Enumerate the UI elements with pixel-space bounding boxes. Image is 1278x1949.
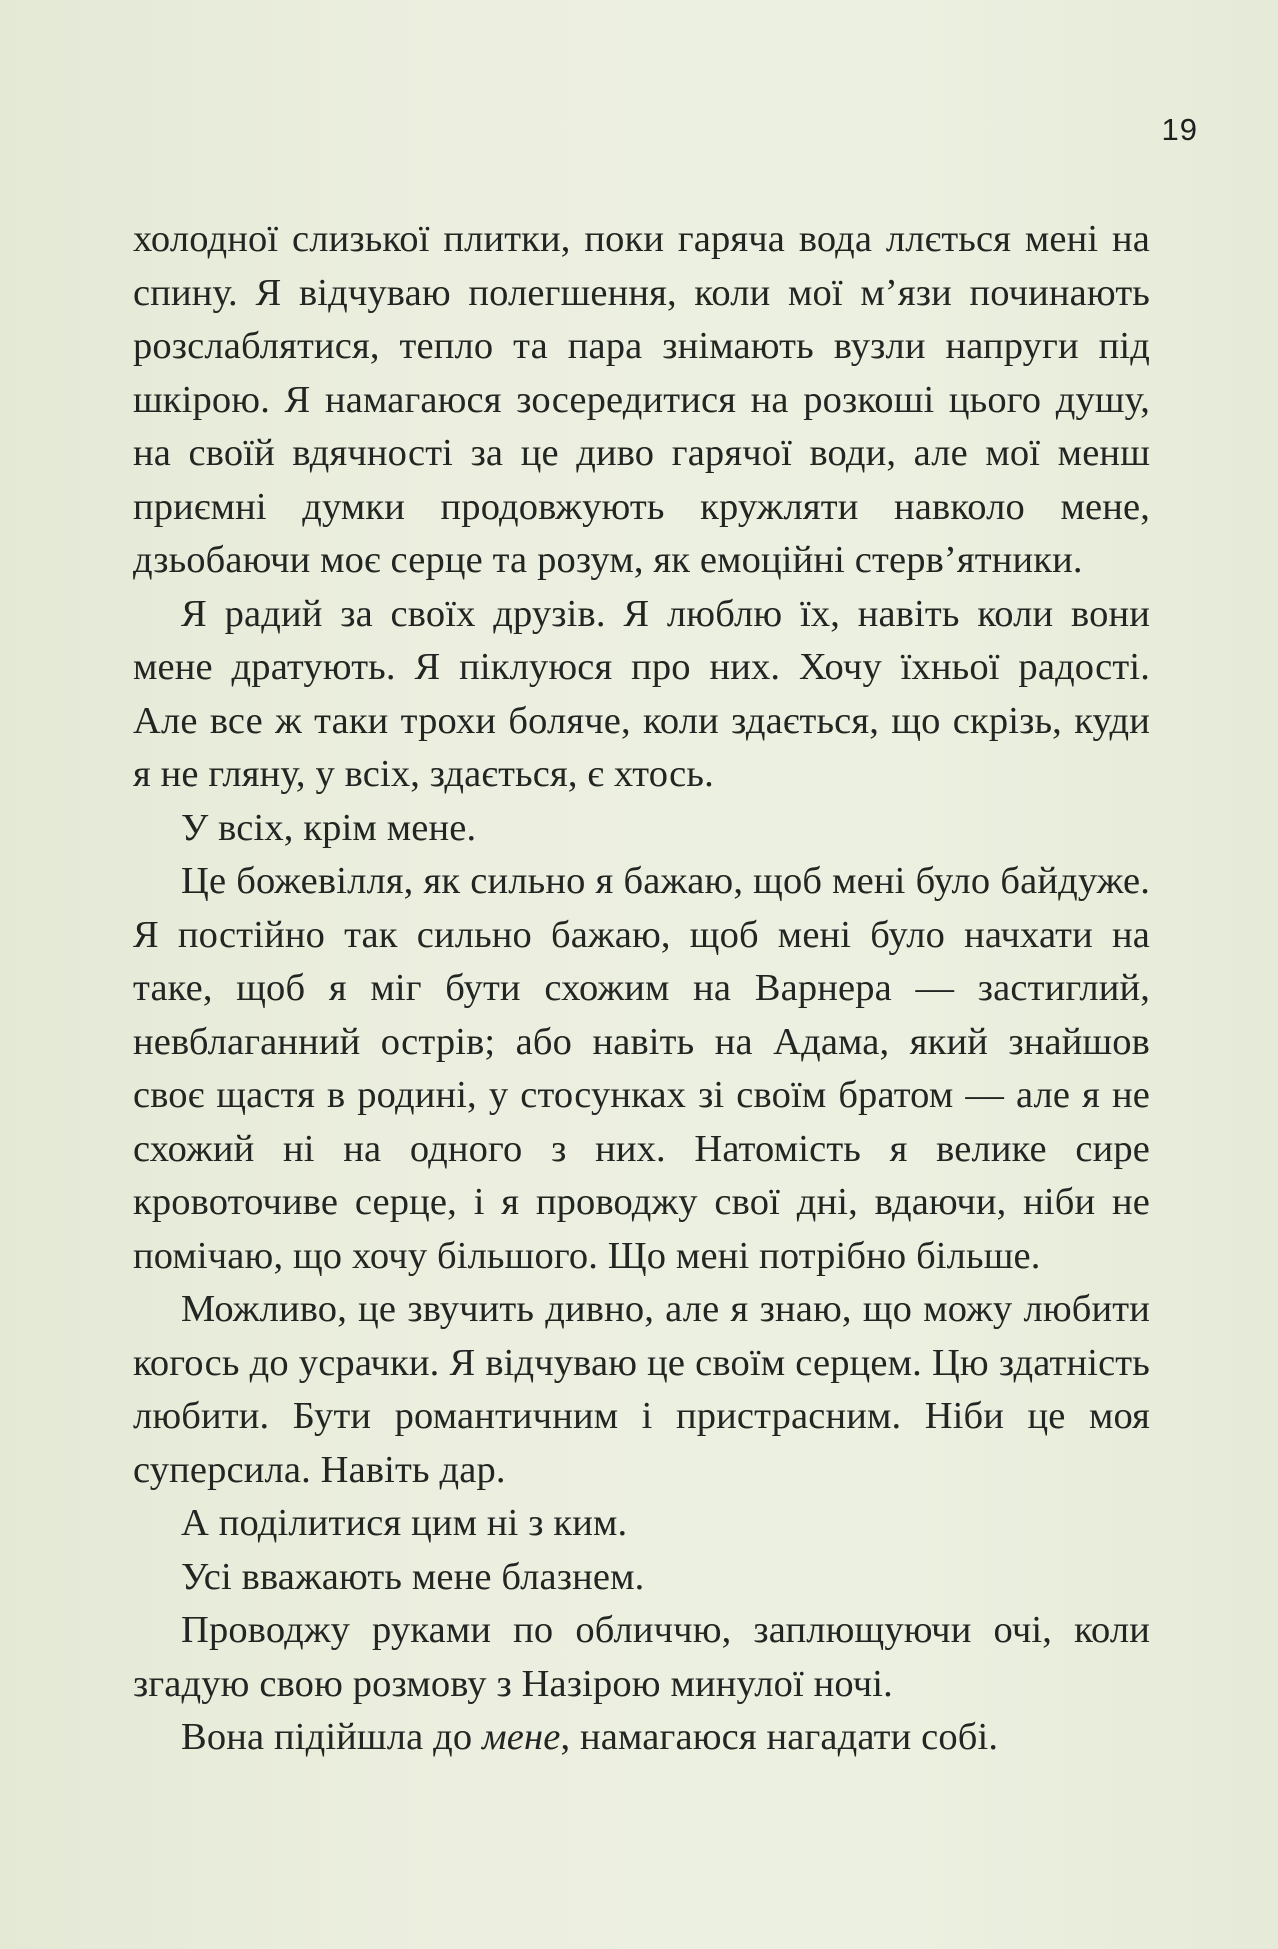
paragraph-4: Це божевілля, як сильно я бажаю, щоб мені було байдуже. Я постійно так сильно бажаю, щоб мені було начхати на таке, щоб я міг бути схожим на Варнера — застиглий, невблаганний острів; або навіть на Адама, який знайшов своє щастя в родині, у стосунках зі своїм братом — але я не схожий ні на одного з них. Натомість я велике сире кровоточиве серце, і я проводжу свої дні, вдаючи, ніби не помічаю, що хочу більшого. Що мені потрібно більше.: [133, 860, 1150, 1277]
paragraph-8: Проводжу руками по обличчю, заплющуючи очі, коли згадую свою розмову з Назірою минулої ночі.: [133, 1609, 1150, 1705]
paragraph-9: [133, 1711, 1150, 1765]
paragraph-7: Усі вважають мене блазнем.: [181, 1555, 645, 1598]
page-number: 19: [1161, 112, 1198, 147]
paragraph-5: Можливо, це звучить дивно, але я знаю, що можу любити когось до усрачки. Я відчуваю це своїм серцем. Цю здатність любити. Бути романтичним і пристрасним. Ніби це моя суперсила. Навіть дар.: [133, 1288, 1150, 1491]
paragraph-2: Я радий за своїх друзів. Я люблю їх, навіть коли вони мене дратують. Я піклуюся про них. Хочу їхньої радості. Але все ж таки трохи боляче, коли здається, що скрізь, куди я не гляну, у всіх, здається, є хтось.: [133, 592, 1150, 795]
paragraph-9-after: , намагаюся нагадати собі.: [560, 1716, 999, 1758]
paragraph-1: холодної слизької плитки, поки гаряча вода ллється мені на спину. Я відчуваю полегшення, коли мої м’язи починають розслаблятися, тепло та пара знімають вузли напруги під шкірою. Я намагаюся зосередитися на розкоші цього душу, на своїй вдячності за це диво гарячої води, але мої менш приємні думки продовжують кружляти навколо мене, дзьобаючи моє серце та розум, як емоційні стерв’ятники.: [133, 218, 1150, 581]
paragraph-3: У всіх, крім мене.: [181, 806, 477, 849]
paragraph-6: А поділитися цим ні з ким.: [181, 1502, 628, 1544]
paragraph-9-before: Вона підійшла до: [181, 1716, 483, 1758]
body-text: [133, 213, 1150, 1765]
paragraph-9-emphasis: мене: [482, 1716, 561, 1758]
